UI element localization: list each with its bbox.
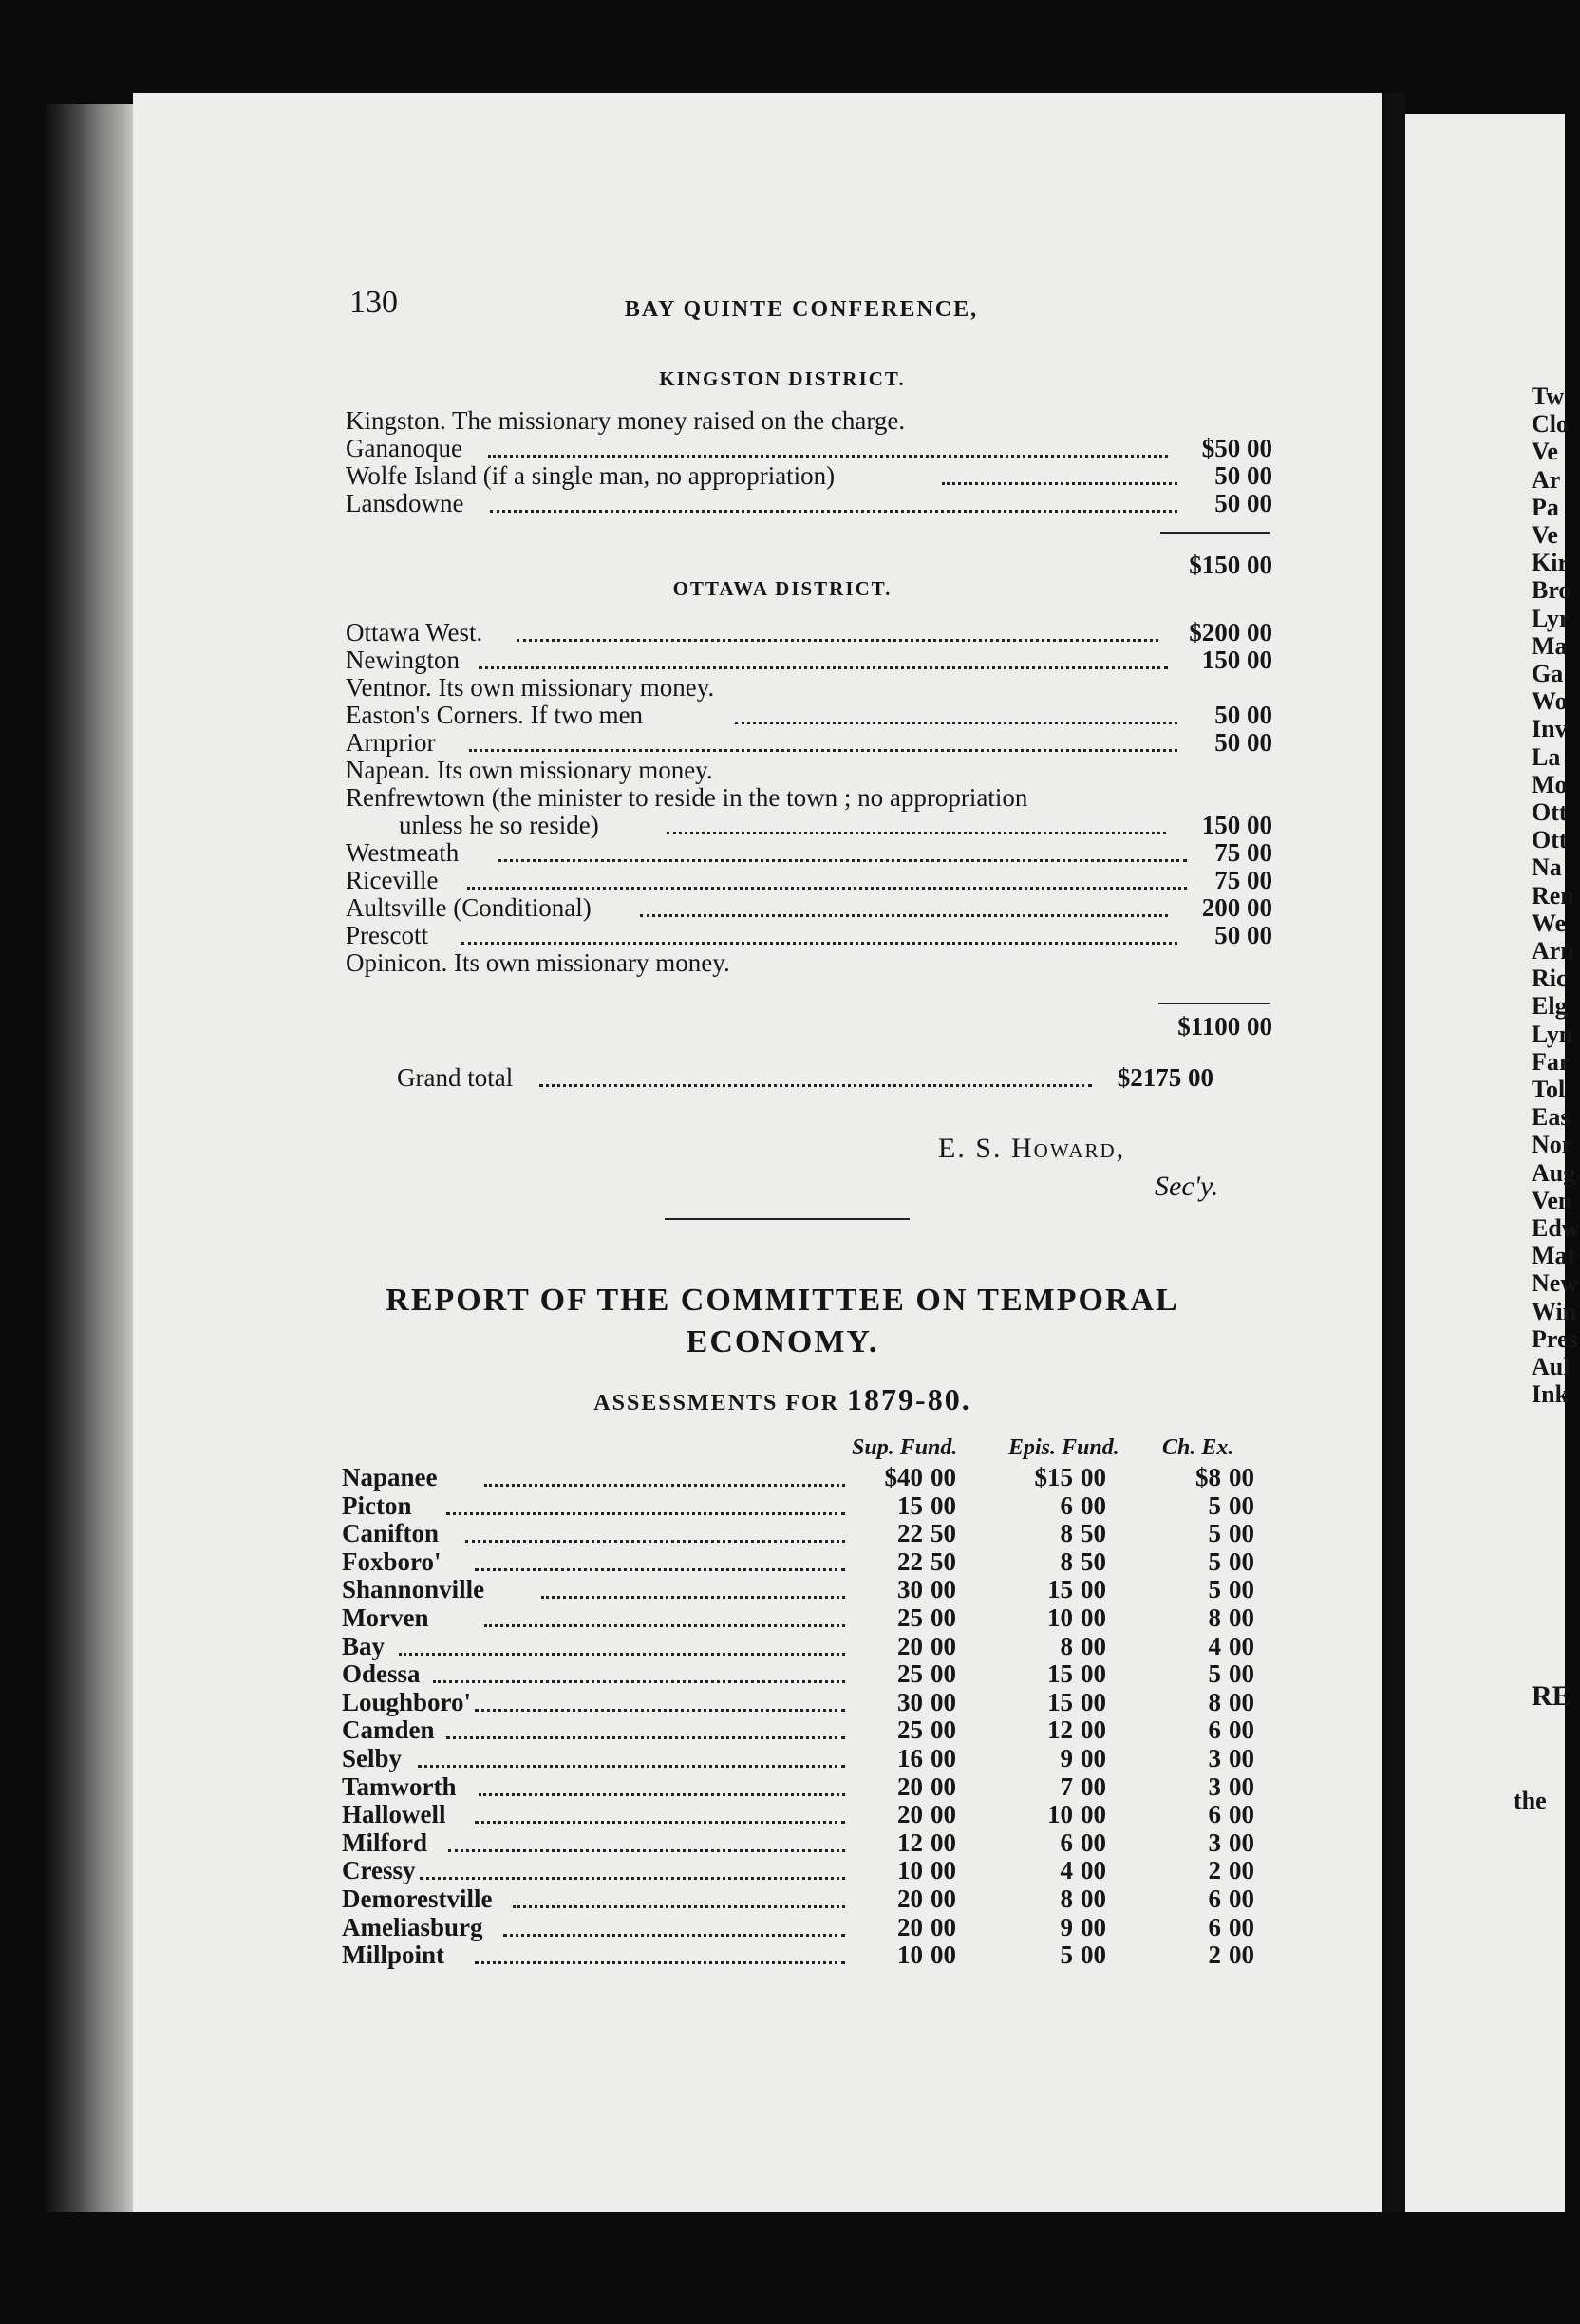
ch-ex-cents: 00 bbox=[1229, 1884, 1254, 1913]
sup-fund-cents: 00 bbox=[931, 1631, 956, 1660]
ch-ex-dollars: 8 bbox=[1208, 1603, 1221, 1632]
assessment-row bbox=[342, 1940, 1269, 1969]
book-spine-shadow bbox=[46, 104, 141, 2212]
epis-fund-dollars: 6 bbox=[1060, 1490, 1073, 1520]
dot-leader bbox=[475, 1933, 845, 1964]
right-page-word: Win bbox=[1532, 1297, 1577, 1325]
subtotal-rule bbox=[1158, 1003, 1270, 1004]
ch-ex-dollars: 4 bbox=[1208, 1631, 1221, 1660]
right-page-word: Ven bbox=[1532, 1186, 1572, 1214]
sup-fund-cents: 50 bbox=[931, 1546, 956, 1576]
dot-leader bbox=[433, 1652, 845, 1683]
ch-ex-dollars: 5 bbox=[1208, 1575, 1221, 1604]
ch-ex-dollars: 3 bbox=[1208, 1744, 1221, 1772]
sup-fund-cents: 00 bbox=[931, 1715, 956, 1745]
ch-ex-dollars: 6 bbox=[1208, 1884, 1221, 1913]
kingston-row: Wolfe Island (if a single man, no appropriation) 50 00 bbox=[346, 461, 1272, 490]
sup-fund-cents: 00 bbox=[931, 1884, 956, 1913]
sup-fund-dollars: $40 bbox=[884, 1463, 923, 1491]
ottawa-row: Aultsville (Conditional) 200 00 bbox=[346, 893, 1272, 922]
section-divider bbox=[665, 1218, 910, 1220]
ch-ex-cents: 00 bbox=[1229, 1687, 1254, 1716]
ch-ex-cents: 00 bbox=[1229, 1659, 1254, 1689]
right-page-word: Clo bbox=[1532, 410, 1569, 439]
dot-leader bbox=[479, 638, 1168, 669]
dot-leader bbox=[448, 1821, 845, 1852]
ottawa-row: Easton's Corners. If two men 50 00 bbox=[346, 701, 1272, 729]
right-page-word: Ve bbox=[1532, 438, 1558, 466]
epis-fund-cents: 00 bbox=[1081, 1912, 1106, 1941]
epis-fund-cents: 00 bbox=[1081, 1771, 1106, 1801]
right-page-word: Wo bbox=[1532, 687, 1568, 716]
ottawa-row: Napean. Its own missionary money. bbox=[346, 756, 713, 784]
ch-ex-dollars: 5 bbox=[1208, 1519, 1221, 1548]
epis-fund-dollars: 5 bbox=[1060, 1940, 1073, 1970]
epis-fund-cents: 00 bbox=[1081, 1687, 1106, 1716]
dot-leader bbox=[503, 1905, 845, 1937]
dot-leader bbox=[420, 1848, 845, 1880]
dot-leader bbox=[475, 1680, 845, 1712]
sup-fund-dollars: 20 bbox=[897, 1912, 923, 1941]
assessments-title: ASSESSMENTS FOR 1879-80. bbox=[593, 1382, 971, 1416]
dot-leader bbox=[513, 1877, 845, 1908]
assessment-name: Napanee bbox=[342, 1463, 438, 1491]
assessment-name: Ameliasburg bbox=[342, 1912, 483, 1941]
ottawa-row: Ventnor. Its own missionary money. bbox=[346, 673, 715, 702]
epis-fund-cents: 00 bbox=[1081, 1490, 1106, 1520]
sup-fund-cents: 00 bbox=[931, 1490, 956, 1520]
right-page-word: the bbox=[1514, 1787, 1547, 1814]
ch-ex-cents: 00 bbox=[1229, 1771, 1254, 1801]
right-page-word: Elg bbox=[1532, 992, 1568, 1021]
sup-fund-dollars: 10 bbox=[897, 1856, 923, 1885]
ch-ex-dollars: 5 bbox=[1208, 1546, 1221, 1576]
right-page-word: Kir bbox=[1532, 549, 1569, 577]
ch-ex-dollars: $8 bbox=[1195, 1463, 1221, 1491]
assessment-name: Selby bbox=[342, 1744, 403, 1772]
epis-fund-dollars: 6 bbox=[1060, 1827, 1073, 1857]
right-page-word: Ar bbox=[1532, 465, 1561, 494]
col-head-epis-fund: Epis. Fund. bbox=[1008, 1435, 1119, 1460]
epis-fund-dollars: 8 bbox=[1060, 1631, 1073, 1660]
epis-fund-dollars: 10 bbox=[1047, 1603, 1073, 1632]
ottawa-row: Prescott 50 00 bbox=[346, 921, 1272, 949]
ch-ex-dollars: 6 bbox=[1208, 1715, 1221, 1745]
sup-fund-dollars: 30 bbox=[897, 1575, 923, 1604]
assessment-name: Demorestville bbox=[342, 1884, 493, 1913]
dot-leader bbox=[484, 1455, 845, 1487]
epis-fund-dollars: 8 bbox=[1060, 1546, 1073, 1576]
ch-ex-cents: 00 bbox=[1229, 1800, 1254, 1829]
epis-fund-cents: 00 bbox=[1081, 1631, 1106, 1660]
running-head: BAY QUINTE CONFERENCE, bbox=[624, 297, 979, 322]
epis-fund-dollars: 9 bbox=[1060, 1744, 1073, 1772]
epis-fund-cents: 50 bbox=[1081, 1519, 1106, 1548]
epis-fund-cents: 00 bbox=[1081, 1744, 1106, 1772]
assessment-name: Canifton bbox=[342, 1519, 440, 1548]
kingston-row: Gananoque $50 00 bbox=[346, 434, 1272, 462]
sup-fund-cents: 00 bbox=[931, 1603, 956, 1632]
epis-fund-cents: 50 bbox=[1081, 1546, 1106, 1576]
ch-ex-dollars: 6 bbox=[1208, 1912, 1221, 1941]
ch-ex-dollars: 2 bbox=[1208, 1940, 1221, 1970]
subtotal-rule bbox=[1160, 532, 1270, 534]
right-page-word: Pres bbox=[1532, 1324, 1578, 1353]
assessment-name: Hallowell bbox=[342, 1800, 446, 1829]
assessment-name: Foxboro' bbox=[342, 1546, 442, 1576]
epis-fund-dollars: $15 bbox=[1034, 1463, 1073, 1491]
right-page-word: We bbox=[1532, 909, 1567, 937]
ottawa-total: $1100 00 bbox=[1177, 1012, 1272, 1040]
right-page-word: Ott bbox=[1532, 798, 1568, 826]
ch-ex-dollars: 5 bbox=[1208, 1659, 1221, 1689]
grand-total-row: Grand total $2175 00 bbox=[397, 1063, 1213, 1092]
ch-ex-dollars: 2 bbox=[1208, 1856, 1221, 1885]
sup-fund-cents: 00 bbox=[931, 1463, 956, 1491]
ottawa-row: Opinicon. Its own missionary money. bbox=[346, 948, 730, 977]
assessment-name: Milford bbox=[342, 1827, 427, 1857]
right-page-word: Lyr bbox=[1532, 604, 1571, 632]
epis-fund-dollars: 4 bbox=[1060, 1856, 1073, 1885]
signature-name: E. S. Howard, bbox=[938, 1133, 1126, 1164]
sup-fund-dollars: 20 bbox=[897, 1771, 923, 1801]
sup-fund-cents: 00 bbox=[931, 1940, 956, 1970]
right-page-word: Aul bbox=[1532, 1353, 1571, 1380]
ch-ex-cents: 00 bbox=[1229, 1519, 1254, 1548]
ch-ex-cents: 00 bbox=[1229, 1715, 1254, 1745]
ch-ex-dollars: 8 bbox=[1208, 1687, 1221, 1716]
right-page-word: Arn bbox=[1532, 937, 1574, 965]
assessment-name: Cressy bbox=[342, 1856, 416, 1885]
ottawa-row: Westmeath 75 00 bbox=[346, 838, 1272, 867]
report-title-line2: ECONOMY. bbox=[686, 1324, 879, 1359]
col-head-sup-fund: Sup. Fund. bbox=[852, 1435, 958, 1460]
kingston-row: Kingston. The missionary money raised on the charge. bbox=[346, 406, 906, 435]
sup-fund-dollars: 25 bbox=[897, 1715, 923, 1745]
ch-ex-dollars: 6 bbox=[1208, 1800, 1221, 1829]
right-page-word: Bro bbox=[1532, 576, 1571, 605]
right-page-word: Aug bbox=[1532, 1158, 1576, 1187]
right-page-word: Ma bbox=[1532, 631, 1568, 660]
right-page-word: Eas bbox=[1532, 1103, 1571, 1132]
right-page-word: Inv bbox=[1532, 715, 1568, 743]
right-page-word: Tw bbox=[1532, 383, 1565, 410]
epis-fund-dollars: 10 bbox=[1047, 1800, 1073, 1829]
dot-leader bbox=[475, 1540, 845, 1571]
right-page-word: New bbox=[1532, 1269, 1579, 1298]
kingston-district-title: KINGSTON DISTRICT. bbox=[659, 367, 906, 390]
epis-fund-cents: 00 bbox=[1081, 1884, 1106, 1913]
assessment-name: Bay bbox=[342, 1631, 386, 1660]
epis-fund-dollars: 8 bbox=[1060, 1884, 1073, 1913]
ottawa-row: Arnprior 50 00 bbox=[346, 728, 1272, 757]
right-page-word: Ink bbox=[1532, 1380, 1570, 1409]
ottawa-row: Riceville 75 00 bbox=[346, 866, 1272, 894]
sup-fund-dollars: 22 bbox=[897, 1546, 923, 1576]
right-page-word: La bbox=[1532, 742, 1561, 771]
epis-fund-cents: 00 bbox=[1081, 1800, 1106, 1829]
ch-ex-cents: 00 bbox=[1229, 1575, 1254, 1604]
ottawa-district-title: OTTAWA DISTRICT. bbox=[672, 577, 893, 600]
sup-fund-cents: 00 bbox=[931, 1687, 956, 1716]
right-page-word: Ott bbox=[1532, 826, 1568, 854]
right-page-word: Tol bbox=[1532, 1076, 1566, 1103]
kingston-total: $150 00 bbox=[1189, 551, 1272, 579]
sup-fund-cents: 00 bbox=[931, 1912, 956, 1941]
dot-leader bbox=[490, 481, 1177, 513]
ch-ex-cents: 00 bbox=[1229, 1490, 1254, 1520]
epis-fund-cents: 00 bbox=[1081, 1827, 1106, 1857]
right-page-word: Pa bbox=[1532, 493, 1559, 521]
right-page-word: Edw bbox=[1532, 1214, 1580, 1242]
sup-fund-dollars: 22 bbox=[897, 1519, 923, 1548]
sup-fund-dollars: 25 bbox=[897, 1659, 923, 1689]
signature-title: Sec'y. bbox=[1155, 1171, 1219, 1202]
assessment-name: Millpoint bbox=[342, 1940, 445, 1970]
sup-fund-cents: 50 bbox=[931, 1519, 956, 1548]
epis-fund-cents: 00 bbox=[1081, 1940, 1106, 1970]
epis-fund-cents: 00 bbox=[1081, 1603, 1106, 1632]
sup-fund-dollars: 20 bbox=[897, 1884, 923, 1913]
epis-fund-dollars: 15 bbox=[1047, 1575, 1073, 1604]
sup-fund-dollars: 15 bbox=[897, 1490, 923, 1520]
sup-fund-dollars: 12 bbox=[897, 1827, 923, 1857]
dot-leader bbox=[469, 721, 1177, 752]
sup-fund-dollars: 20 bbox=[897, 1800, 923, 1829]
epis-fund-dollars: 15 bbox=[1047, 1659, 1073, 1689]
assessment-name: Picton bbox=[342, 1490, 412, 1520]
ch-ex-cents: 00 bbox=[1229, 1631, 1254, 1660]
dot-leader bbox=[446, 1484, 845, 1515]
ottawa-row: Ottawa West. $200 00 bbox=[346, 618, 1272, 647]
ottawa-row: Newington 150 00 bbox=[346, 646, 1272, 674]
sup-fund-dollars: 10 bbox=[897, 1940, 923, 1970]
ch-ex-dollars: 3 bbox=[1208, 1771, 1221, 1801]
assessment-name: Camden bbox=[342, 1715, 435, 1745]
sup-fund-dollars: 16 bbox=[897, 1744, 923, 1772]
ch-ex-cents: 00 bbox=[1229, 1603, 1254, 1632]
sup-fund-cents: 00 bbox=[931, 1827, 956, 1857]
epis-fund-dollars: 9 bbox=[1060, 1912, 1073, 1941]
ch-ex-cents: 00 bbox=[1229, 1912, 1254, 1941]
ch-ex-cents: 00 bbox=[1229, 1546, 1254, 1576]
dot-leader bbox=[539, 1056, 1092, 1087]
ch-ex-cents: 00 bbox=[1229, 1940, 1254, 1970]
dot-leader bbox=[541, 1567, 845, 1599]
sup-fund-dollars: 25 bbox=[897, 1603, 923, 1632]
sup-fund-cents: 00 bbox=[931, 1744, 956, 1772]
epis-fund-dollars: 15 bbox=[1047, 1687, 1073, 1716]
assessment-name: Loughboro' bbox=[342, 1687, 472, 1716]
ottawa-row: Renfrewtown (the minister to reside in the town ; no appropriation bbox=[346, 783, 1028, 812]
assessment-name: Morven bbox=[342, 1603, 429, 1632]
dot-leader bbox=[484, 1596, 845, 1627]
sup-fund-dollars: 30 bbox=[897, 1687, 923, 1716]
right-page-word: Nor bbox=[1532, 1131, 1573, 1159]
right-page-word: Mat bbox=[1532, 1242, 1576, 1270]
epis-fund-cents: 00 bbox=[1081, 1575, 1106, 1604]
ottawa-row: unless he so reside) 150 00 bbox=[346, 811, 1272, 839]
dot-leader bbox=[418, 1736, 845, 1768]
kingston-row: Lansdowne 50 00 bbox=[346, 489, 1272, 517]
dot-leader bbox=[475, 1792, 845, 1824]
sup-fund-cents: 00 bbox=[931, 1771, 956, 1801]
sup-fund-dollars: 20 bbox=[897, 1631, 923, 1660]
dot-leader bbox=[399, 1624, 845, 1656]
assessment-name: Odessa bbox=[342, 1659, 421, 1689]
right-page-word: Ren bbox=[1532, 881, 1574, 909]
ch-ex-cents: 00 bbox=[1229, 1856, 1254, 1885]
epis-fund-cents: 00 bbox=[1081, 1463, 1106, 1491]
epis-fund-cents: 00 bbox=[1081, 1856, 1106, 1885]
col-head-ch-ex: Ch. Ex. bbox=[1162, 1435, 1234, 1460]
sup-fund-cents: 00 bbox=[931, 1575, 956, 1604]
right-page-word: Na bbox=[1532, 853, 1562, 882]
right-page-word: Ga bbox=[1532, 660, 1564, 687]
ch-ex-dollars: 5 bbox=[1208, 1490, 1221, 1520]
epis-fund-cents: 00 bbox=[1081, 1659, 1106, 1689]
epis-fund-dollars: 12 bbox=[1047, 1715, 1073, 1745]
right-page-word: RE bbox=[1532, 1680, 1571, 1712]
epis-fund-dollars: 8 bbox=[1060, 1519, 1073, 1548]
sup-fund-cents: 00 bbox=[931, 1659, 956, 1689]
right-page-word: Lyn bbox=[1532, 1020, 1573, 1048]
dot-leader bbox=[446, 1708, 845, 1739]
right-page-word: Mo bbox=[1532, 770, 1568, 798]
sup-fund-cents: 00 bbox=[931, 1800, 956, 1829]
dot-leader bbox=[465, 1511, 845, 1543]
ch-ex-cents: 00 bbox=[1229, 1827, 1254, 1857]
page-number: 130 bbox=[349, 285, 398, 320]
ch-ex-cents: 00 bbox=[1229, 1744, 1254, 1772]
right-page-word: Ve bbox=[1532, 521, 1558, 549]
ch-ex-cents: 00 bbox=[1229, 1463, 1254, 1491]
epis-fund-cents: 00 bbox=[1081, 1715, 1106, 1745]
epis-fund-dollars: 7 bbox=[1060, 1771, 1073, 1801]
right-page-word: Far bbox=[1532, 1047, 1571, 1076]
assessment-name: Tamworth bbox=[342, 1771, 457, 1801]
right-page-word: Ric bbox=[1532, 965, 1568, 993]
sup-fund-cents: 00 bbox=[931, 1856, 956, 1885]
page-gutter bbox=[1384, 93, 1405, 2212]
assessment-name: Shannonville bbox=[342, 1575, 485, 1604]
dot-leader bbox=[479, 1765, 845, 1796]
dot-leader bbox=[461, 913, 1177, 945]
ch-ex-dollars: 3 bbox=[1208, 1827, 1221, 1857]
report-title: REPORT OF THE COMMITTEE ON TEMPORAL bbox=[386, 1283, 1179, 1318]
